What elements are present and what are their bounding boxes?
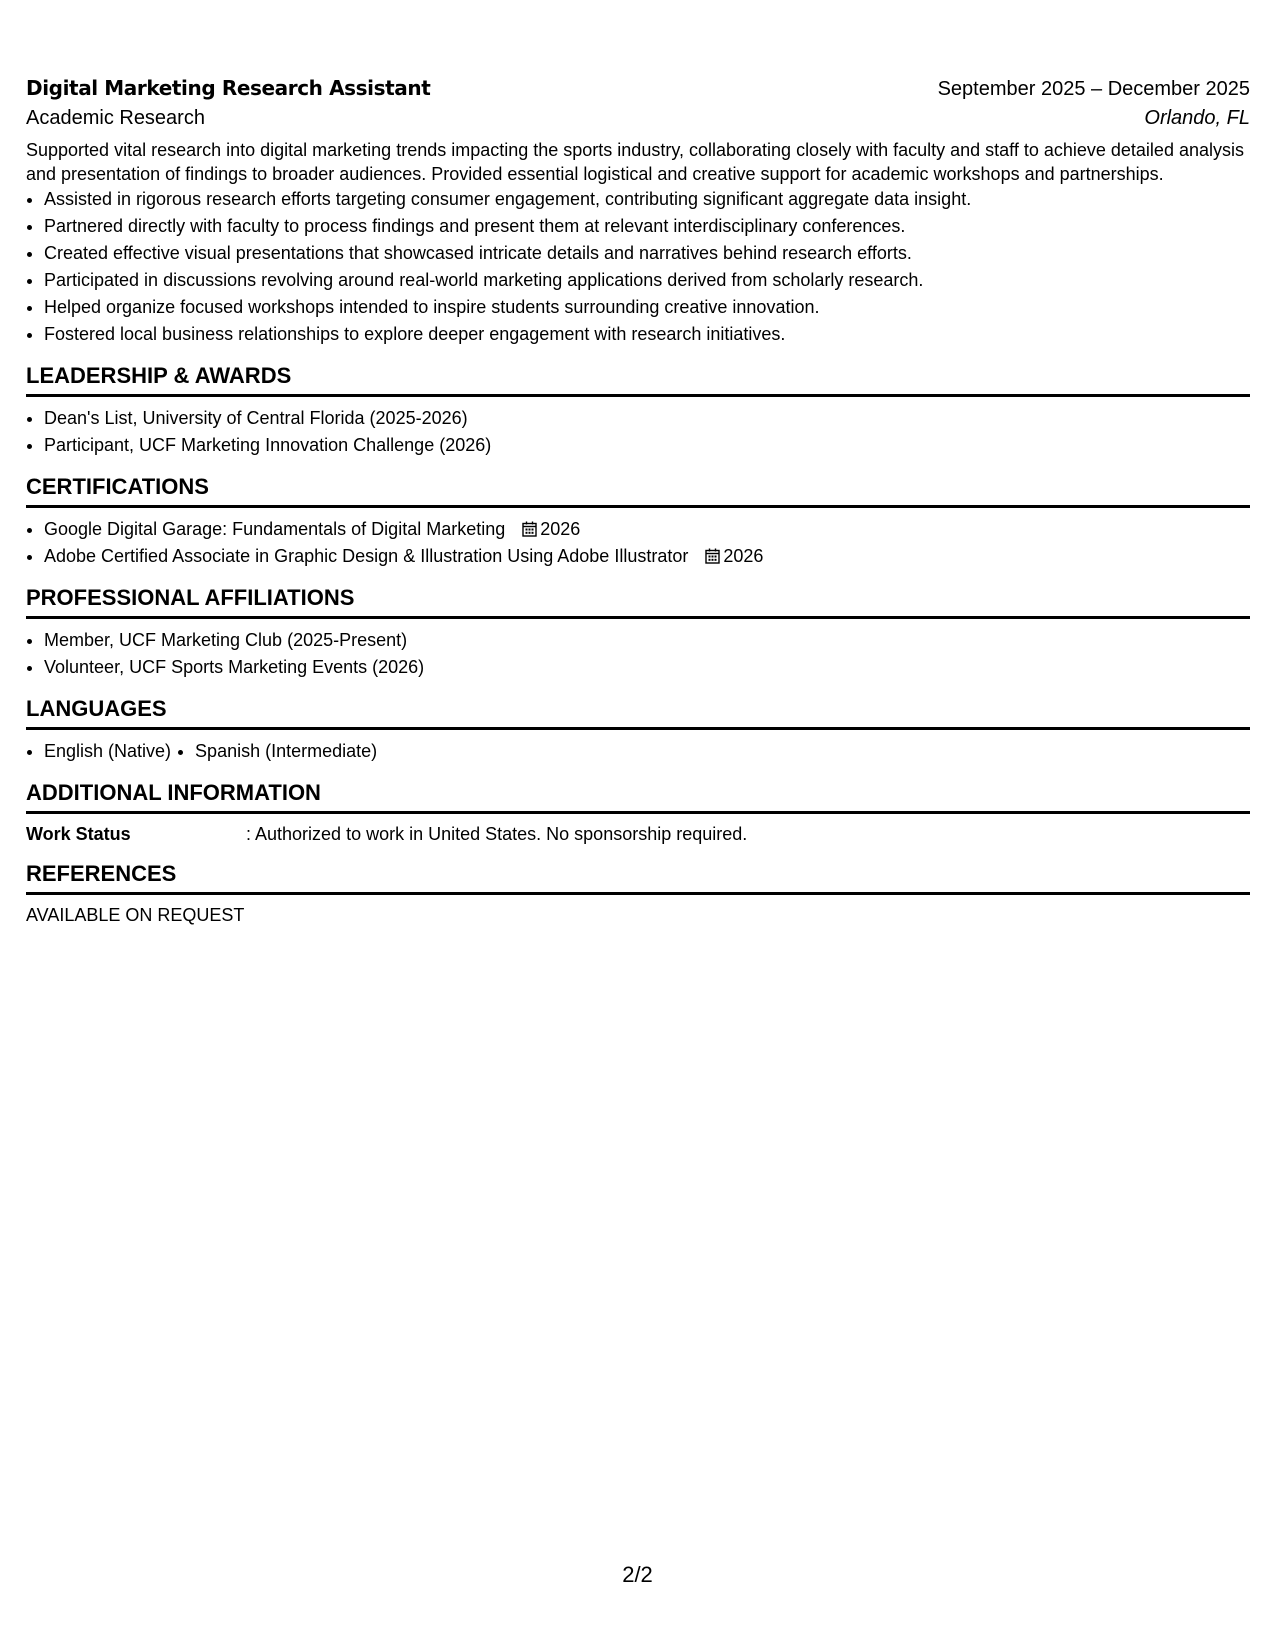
work-status-row bbox=[26, 822, 1250, 846]
job-bullet: • Fostered local business relationships to explore deeper engagement with research initiatives. bbox=[44, 321, 1250, 348]
affiliations-list bbox=[26, 627, 1250, 681]
work-status-value: : Authorized to work in United States. No sponsorship required. bbox=[246, 824, 748, 844]
section-heading-languages: LANGUAGES bbox=[26, 695, 1250, 730]
leadership-list bbox=[26, 405, 1250, 459]
section-heading-certifications: CERTIFICATIONS bbox=[26, 473, 1250, 508]
job-bullet: • Partnered directly with faculty to process findings and present them at relevant interdisciplinary conferences. bbox=[44, 213, 1250, 240]
section-heading-additional: ADDITIONAL INFORMATION bbox=[26, 779, 1250, 814]
affiliation-item: • Volunteer, UCF Sports Marketing Events (2026) bbox=[44, 654, 1250, 681]
resume-page bbox=[26, 76, 1250, 927]
languages-section bbox=[26, 695, 1250, 765]
calendar-icon bbox=[522, 521, 537, 537]
certification-name: Adobe Certified Associate in Graphic Design & Illustration Using Adobe Illustrator bbox=[44, 546, 689, 566]
job-header bbox=[26, 76, 1250, 101]
section-heading-leadership: LEADERSHIP & AWARDS bbox=[26, 362, 1250, 397]
job-title: Digital Marketing Research Assistant bbox=[26, 76, 431, 100]
experience-entry bbox=[26, 76, 1250, 348]
certification-year: 2026 bbox=[540, 519, 581, 539]
language-item: • Spanish (Intermediate) bbox=[195, 738, 377, 765]
job-subheader bbox=[26, 107, 1250, 130]
languages-list bbox=[26, 738, 1250, 765]
section-heading-references: REFERENCES bbox=[26, 860, 1250, 895]
calendar-icon bbox=[705, 548, 720, 564]
section-heading-affiliations: PROFESSIONAL AFFILIATIONS bbox=[26, 584, 1250, 619]
job-bullet: • Assisted in rigorous research efforts targeting consumer engagement, contributing significant aggregate data insight. bbox=[44, 186, 1250, 213]
certification-year: 2026 bbox=[723, 546, 764, 566]
affiliations-section bbox=[26, 584, 1250, 681]
job-organization: Academic Research bbox=[26, 107, 205, 129]
leadership-item: • Dean's List, University of Central Florida (2025-2026) bbox=[44, 405, 1250, 432]
affiliation-item: • Member, UCF Marketing Club (2025-Present) bbox=[44, 627, 1250, 654]
leadership-item: • Participant, UCF Marketing Innovation Challenge (2026) bbox=[44, 432, 1250, 459]
certification-name: Google Digital Garage: Fundamentals of Digital Marketing bbox=[44, 519, 506, 539]
references-text: AVAILABLE ON REQUEST bbox=[26, 905, 245, 925]
certification-item bbox=[44, 516, 1250, 543]
job-dates: September 2025 – December 2025 bbox=[937, 78, 1250, 100]
job-bullet: • Participated in discussions revolving around real-world marketing applications derived from scholarly research. bbox=[44, 267, 1250, 294]
references-section bbox=[26, 860, 1250, 927]
work-status-label: Work Status bbox=[26, 824, 131, 844]
job-bullet-list bbox=[26, 186, 1250, 348]
page-number: 2/2 bbox=[622, 1562, 653, 1587]
additional-info-section bbox=[26, 779, 1250, 846]
certifications-section bbox=[26, 473, 1250, 570]
leadership-section bbox=[26, 362, 1250, 459]
job-bullet: • Helped organize focused workshops intended to inspire students surrounding creative innovation. bbox=[44, 294, 1250, 321]
certification-item bbox=[44, 543, 1250, 570]
job-description: Supported vital research into digital marketing trends impacting the sports industry, collaborating closely with faculty and staff to achieve detailed analysis and presentation of findings to broader audiences. Provided essential logistical and creative support for academic workshops and partnerships. bbox=[26, 140, 1244, 184]
job-bullet: • Created effective visual presentations that showcased intricate details and narratives behind research efforts. bbox=[44, 240, 1250, 267]
job-location: Orlando, FL bbox=[1144, 107, 1250, 129]
language-item: • English (Native) bbox=[44, 738, 171, 765]
certifications-list bbox=[26, 516, 1250, 570]
